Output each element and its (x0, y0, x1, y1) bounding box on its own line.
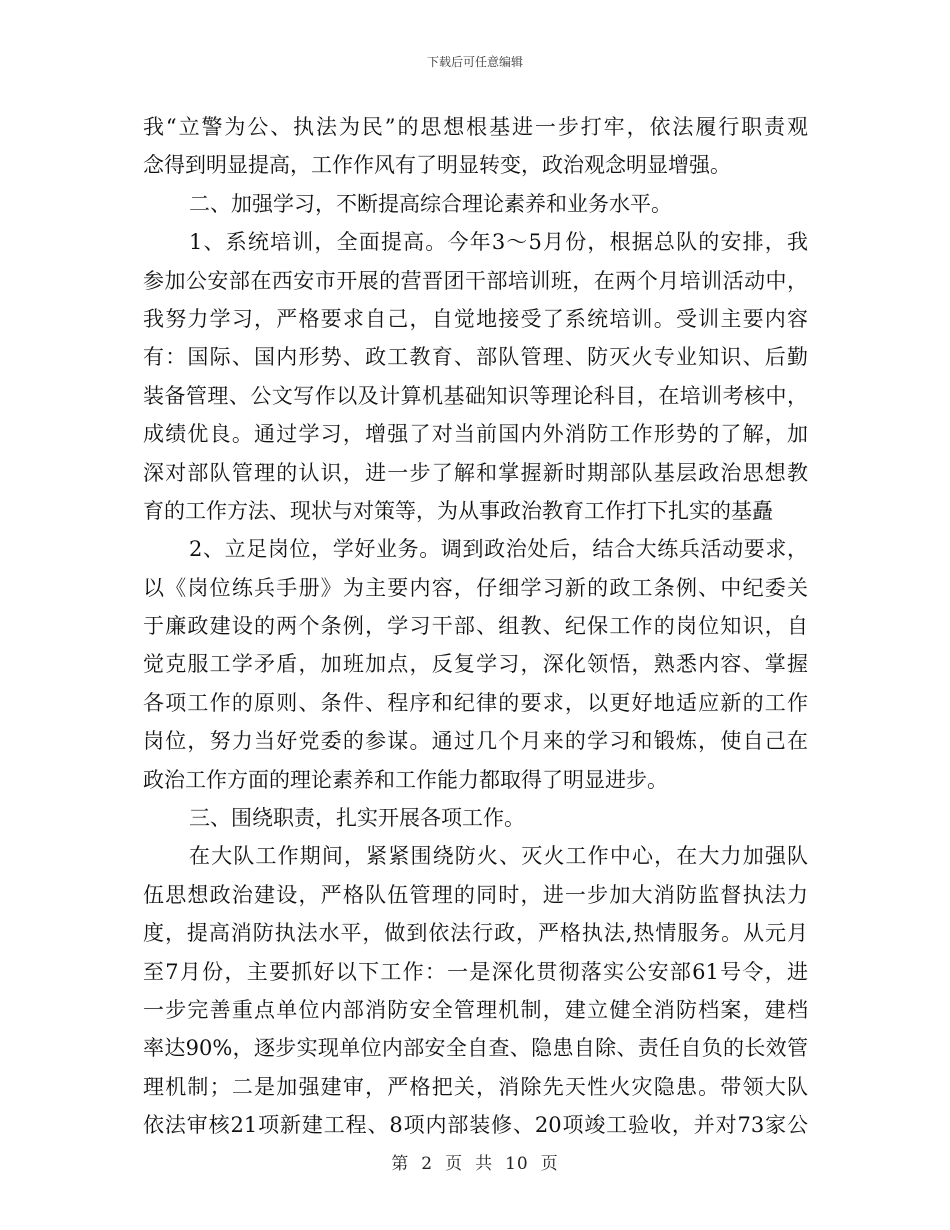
text-line: 我努力学习，严格要求自己，自觉地接受了系统培训。受训主要内容 (143, 306, 808, 331)
text-line: 成绩优良。通过学习，增强了对当前国内外消防工作形势的了解，加 (143, 422, 808, 447)
text-line: 一步完善重点单位内部消防安全管理机制，建立健全消防档案，建档 (143, 997, 808, 1022)
text-line: 有：国际、国内形势、政工教育、部队管理、防灭火专业知识、后勤 (143, 345, 808, 370)
text-line: 依法审核21项新建工程、8项内部装修、20项竣工验收，并对73家公 (143, 1113, 808, 1138)
document-body (143, 108, 808, 1145)
text-line: 度，提高消防执法水平，做到依法行政，严格执法,热情服务。从元月 (143, 921, 808, 946)
footer-page-total: 10 (505, 1154, 529, 1174)
text-line: 至7月份，主要抓好以下工作：一是深化贯彻落实公安部61号令，进 (143, 959, 808, 984)
text-line: 2、立足岗位，学好业务。调到政治处后，结合大练兵活动要求， (189, 537, 808, 562)
text-line: 三、围绕职责，扎实开展各项工作。 (189, 806, 525, 831)
text-line: 理机制；二是加强建审，严格把关，消除先天性火灾隐患。带领大队 (143, 1074, 808, 1099)
text-line: 率达90%，逐步实现单位内部安全自查、隐患自除、责任自负的长效管 (143, 1036, 808, 1061)
text-line: 我“立警为公、执法为民”的思想根基进一步打牢，依法履行职责观 (143, 115, 808, 139)
text-line: 装备管理、公文写作以及计算机基础知识等理论科目，在培训考核中， (143, 383, 808, 408)
footer-label-gong: 共 (475, 1154, 494, 1174)
text-line: 以《岗位练兵手册》为主要内容，仔细学习新的政工条例、中纪委关 (143, 575, 808, 600)
text-line: 深对部队管理的认识，进一步了解和掌握新时期部队基层政治思想教 (143, 460, 808, 485)
text-line: 念得到明显提高，工作作风有了明显转变，政治观念明显增强。 (143, 153, 731, 178)
footer-label-ye: 页 (445, 1154, 464, 1174)
footer-page-current: 2 (421, 1154, 434, 1174)
text-line: 于廉政建设的两个条例，学习干部、组教、纪保工作的岗位知识，自 (143, 614, 808, 639)
text-line: 觉克服工学矛盾，加班加点，反复学习，深化领悟，熟悉内容、掌握 (143, 652, 808, 677)
footer-label-ye2: 页 (540, 1154, 559, 1174)
text-line: 政治工作方面的理论素养和工作能力都取得了明显进步。 (143, 767, 668, 792)
page-footer (0, 1149, 950, 1174)
text-line: 在大队工作期间，紧紧围绕防火、灭火工作中心，在大力加强队 (189, 844, 808, 869)
footer-label-di: 第 (391, 1154, 410, 1174)
text-line: 各项工作的原则、条件、程序和纪律的要求，以更好地适应新的工作 (143, 690, 808, 715)
text-line: 伍思想政治建设，严格队伍管理的同时，进一步加大消防监督执法力 (143, 882, 808, 907)
text-line: 参加公安部在西安市开展的营晋团干部培训班，在两个月培训活动中， (143, 268, 808, 293)
text-line: 岗位，努力当好党委的参谋。通过几个月来的学习和锻炼，使自己在 (143, 729, 808, 754)
text-line: 1、系统培训，全面提高。今年3～5月份，根据总队的安排，我 (189, 230, 808, 255)
text-line: 育的工作方法、现状与对策等，为从事政治教育工作打下扎实的基矗 (143, 498, 773, 523)
text-line: 二、加强学习，不断提高综合理论素养和业务水平。 (189, 191, 672, 216)
page-header: 下载后可任意编辑 (426, 55, 523, 69)
